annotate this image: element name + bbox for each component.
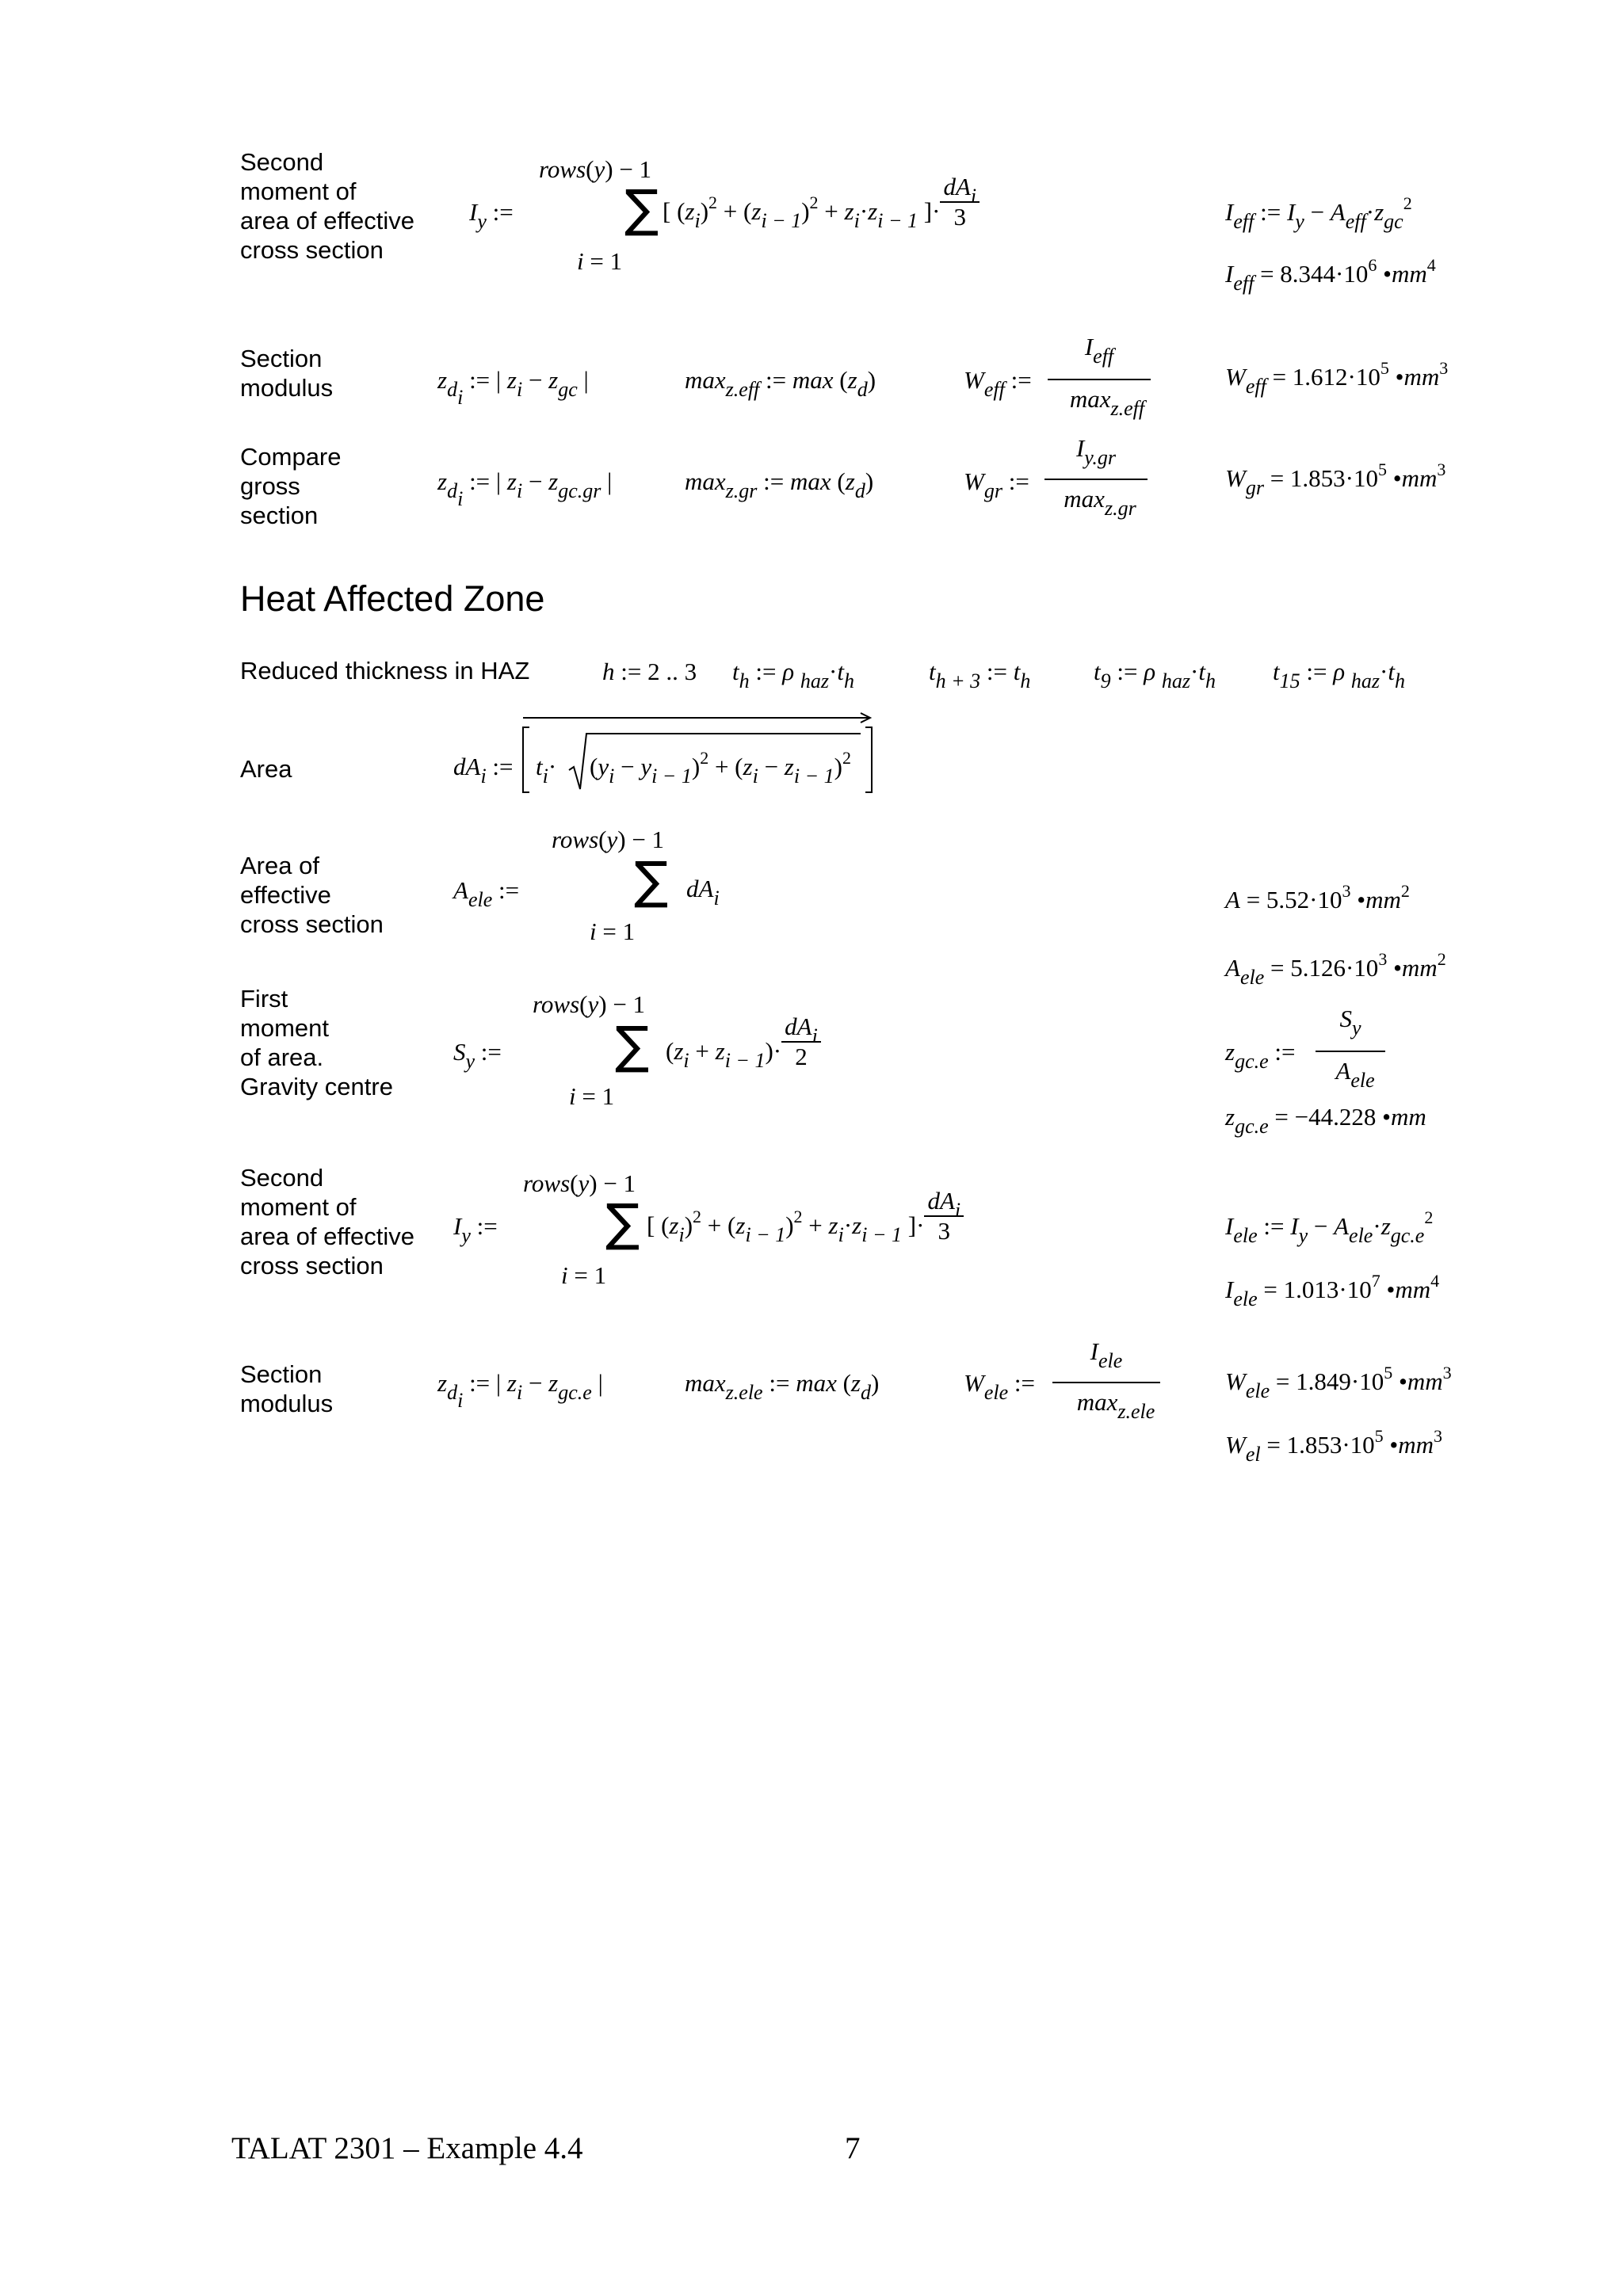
iy-haz-sigma-symbol: ∑ [605,1194,640,1253]
label-area: Area [240,755,292,783]
footer-document-title: TALAT 2301 – Example 4.4 [231,2131,583,2165]
formula-ieff-def: $I_{eff}$ := $I_y - A_{eff}\cdot z_{gc}^2$ [1225,193,1412,233]
weff-numerator: $I_{eff}$ [1084,333,1114,368]
formula-t15: $t_{15}$ := ρ $_{haz}\cdot t_h$ [1273,658,1405,692]
wgr-fraction-bar [1044,479,1148,480]
wele-denominator: $\max_{z.ele}$ [1076,1388,1155,1423]
wele-fraction-bar [1052,1382,1160,1383]
formula-zd-haz: $z_{d_i}$ := | $z_i - z_{gc.e}$ | [437,1369,603,1412]
formula-th: $t_h$ := ρ $_{haz}\cdot t_h$ [732,658,854,692]
iy-haz-sum-upper: rows(y) − 1 [523,1169,636,1197]
sy-sum-lower: i = 1 [569,1082,615,1110]
label-reduced-thickness: Reduced thickness in HAZ [240,657,530,685]
sy-summand: $(z_i + z_{i - 1})\cdot$ $\frac{dA_i}{2}$ [666,1036,821,1071]
zgce-fraction-bar [1316,1051,1385,1052]
aele-sum-lower: i = 1 [590,917,636,945]
heading-haz: Heat Affected Zone [240,578,545,619]
label-section-modulus: Section modulus [240,345,334,402]
aele-sum-upper: rows(y) − 1 [552,826,665,853]
footer-page-number: 7 [845,2131,861,2165]
formula-zgce-lhs: $z_{gc.e}$ := [1225,1038,1296,1073]
formula-dA-body: $t_i\cdot$ [536,753,557,788]
sum-lower-limit: i = 1 [577,247,623,275]
label-second-moment: Second moment of area of effective cross section [240,148,415,264]
result-zgce: $z_{gc.e} = -44.228$ •mm [1225,1103,1426,1138]
formula-wele-lhs: $W_{ele}$ := [964,1369,1035,1404]
label-section-modulus-haz: Section modulus [240,1360,334,1417]
iy-haz-sum-lower: i = 1 [561,1261,607,1289]
aele-sigma-symbol: ∑ [634,852,669,910]
formula-iy-haz-summand: [ $(z_i)^2 + (z_{i - 1})^2 + z_i\cdot z_{i - 1}$ ]· $\frac{dA_i}{3}$ [647,1211,964,1245]
result-aele: $A_{ele} = 5.126\cdot 10^3$ $•mm^2$ [1225,949,1446,989]
zgce-numerator: $S_y$ [1339,1005,1361,1039]
sigma-symbol: ∑ [624,180,659,238]
sy-sigma-symbol: ∑ [615,1016,650,1075]
sum-upper-limit: rows(y) − 1 [539,155,652,183]
formula-max-zgr: $\max_{z.gr}$ := $\max (z_d)$ [685,467,874,502]
weff-denominator: $\max_{z.eff}$ [1069,385,1145,420]
formula-max-zele: $\max_{z.ele}$ := $\max (z_d)$ [685,1369,880,1404]
formula-summand: [ $(z_i)^2 + (z_{i - 1})^2 + z_i\cdot z_{i - 1}$ ]· $\frac{dA_i}{3}$ [663,196,980,231]
formula-iy-lhs: $I_y$ := [469,198,514,233]
wele-numerator: $I_{ele}$ [1090,1337,1123,1372]
formula-iele-def: $I_{ele}$ := $I_y - A_{ele}\cdot z_{gc.e}^2$ [1225,1207,1434,1247]
aele-summand: $dA_i$ [686,875,720,910]
result-wel: $W_{el} = 1.853\cdot 10^5$ $•mm^3$ [1225,1426,1443,1466]
sy-sum-upper: rows(y) − 1 [533,990,646,1018]
formula-weff-lhs: $W_{eff}$ := [964,366,1032,401]
formula-sy-lhs: $S_y$ := [453,1038,502,1073]
formula-zd-gr: $z_{d_i}$ := | $z_i - z_{gc.gr}$ | [437,467,613,510]
wgr-denominator: $\max_{z.gr}$ [1064,485,1136,520]
formula-iy-haz-lhs: $I_y$ := [453,1212,498,1247]
result-A: $A = 5.52\cdot 10^3$ $•mm^2$ [1225,881,1410,913]
label-first-moment: First moment of area. Gravity centre [240,985,393,1100]
formula-aele-lhs: $A_{ele}$ := [453,876,520,911]
result-wele: $W_{ele} = 1.849\cdot 10^5$ $•mm^3$ [1225,1363,1452,1402]
result-ieff: $I_{eff} = 8.344\cdot 10^6$ $•mm^4$ [1225,255,1436,295]
result-iele: $I_{ele} = 1.013\cdot 10^7$ $•mm^4$ [1225,1271,1440,1310]
formula-wgr-lhs: $W_{gr}$ := [964,467,1029,502]
wgr-numerator: $I_{y.gr}$ [1075,434,1117,469]
result-wgr: $W_{gr} = 1.853\cdot 10^5$ $•mm^3$ [1225,460,1446,499]
formula-dA-sqrt: $(y_i - y_{i - 1})^2 + (z_i - z_{i - 1})^2$ [590,748,851,788]
formula-zd: $z_{d_i}$ := | $z_i - z_{gc}$ | [437,366,589,409]
zgce-denominator: $A_{ele}$ [1335,1057,1375,1092]
label-compare-gross: Compare gross section [240,443,342,529]
formula-h-range: h := 2 .. 3 [602,658,697,685]
label-area-effective: Area of effective cross section [240,852,384,938]
formula-t9: $t_9$ := ρ $_{haz}\cdot t_h$ [1094,658,1216,692]
result-weff: $W_{eff} = 1.612\cdot 10^5$ $•mm^3$ [1225,358,1449,398]
formula-dA-lhs: $dA_i$ := [453,753,514,788]
label-second-moment-haz: Second moment of area of effective cross section [240,1164,415,1280]
formula-max-zeff: $\max_{z.eff}$ := $\max (z_d)$ [685,366,876,401]
formula-th3: $t_{h + 3}$ := $t_h$ [929,658,1031,692]
weff-fraction-bar [1048,379,1151,380]
